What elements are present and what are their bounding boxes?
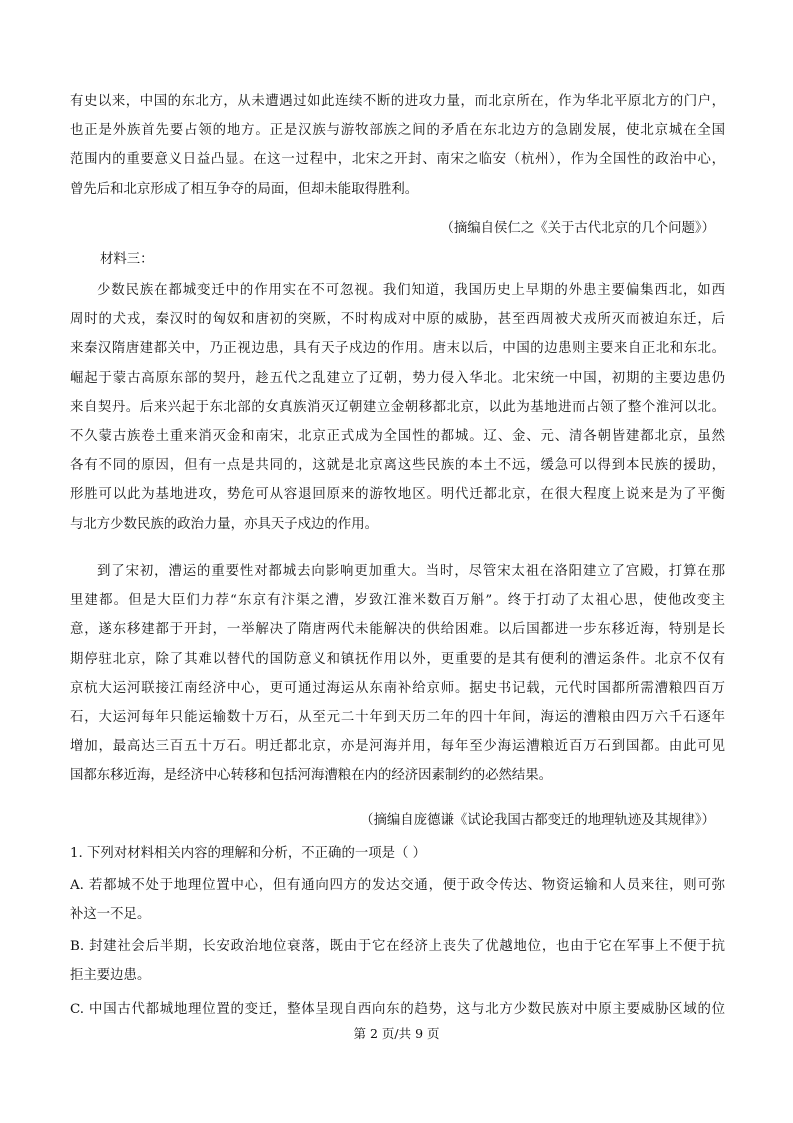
text-line: 期停驻北京，除了其难以替代的国防意义和镇抚作用以外，更重要的是其有便利的漕运条件。北京不仅有 [70,651,725,667]
text-line: 增加，最高达三百五十万石。明迁都北京，亦是河海并用，每年至少海运漕粮近百万石到国都。由此可见 [70,739,725,755]
option-c [70,995,725,1024]
page-number: 第 2 页/共 9 页 [353,1026,440,1041]
text-line: 各有不同的原因，但有一点是共同的，这就是北京离这些民族的本土不远，缓急可以得到本民族的援助， [70,458,725,474]
option-line: A. 若都城不处于地理位置中心，但有通向四方的发达交通，便于政令传达、物资运输和人员来往，则可弥 [70,878,725,893]
option-line: 补这一不足。 [70,907,151,923]
text-line: 崛起于蒙古高原东部的契丹，趁五代之乱建立了辽朝，势力侵入华北。北宋统一中国，初期的主要边患仍 [70,370,725,386]
paragraph-canal-transport [70,557,725,791]
text-line: 范围内的重要意义日益凸显。在这一过程中，北宋之开封、南宋之临安（杭州），作为全国性的政治中心， [70,152,725,168]
text-line: 形胜可以此为基地进攻，势危可从容退回原来的游牧地区。明代迁都北京，在很大程度上说来是为了平衡 [70,487,725,503]
option-a [70,871,725,929]
text-line: 京杭大运河联接江南经济中心，更可通过海运从东南补给京师。据史书记载，元代时国都所需漕粮四百万 [70,680,725,696]
question-stem: 1. 下列对材料相关内容的理解和分析，不正确的一项是（ ） [70,846,427,861]
text-line: 周时的犬戎，秦汉时的匈奴和唐初的突厥，不时构成对中原的威胁，甚至西周被犬戎所灭而被迫东迁，后 [70,312,725,328]
paragraph-minority-peoples [70,276,725,539]
text-line: 国都东移近海，是经济中心转移和包括河海漕粮在内的经济因素制约的必然结果。 [70,768,553,784]
option-line: 拒主要边患。 [70,968,151,984]
option-b [70,932,725,990]
text-line: 与北方少数民族的政治力量，亦具天子戍边的作用。 [70,516,378,532]
citation-text: （摘编自侯仁之《关于古代北京的几个问题》） [440,221,715,236]
text-line: 到了宋初，漕运的重要性对都城去向影响更加重大。当时，尽管宋太祖在洛阳建立了宫殿，打算在那 [97,564,725,579]
citation-hou-renzhi [70,214,725,243]
paragraph-material-2-end [70,87,725,204]
question-1 [70,839,725,868]
text-line: 石，大运河每年只能运输数十万石，从至元二十年到天历二年的四十年间，海运的漕粮由四万六千石逐年 [70,709,725,725]
option-line: C. 中国古代都城地理位置的变迁，整体呈现自西向东的趋势，这与北方少数民族对中原主要威胁区域的位 [70,1002,725,1017]
text-line: 不久蒙古族卷土重来消灭金和南宋，北京正式成为全国性的都城。辽、金、元、清各朝皆建都北京，虽然 [70,428,725,444]
text-line: 曾先后和北京形成了相互争夺的局面，但却未能取得胜利。 [70,181,419,197]
material-3-heading: 材料三： [100,252,154,267]
citation-text: （摘编自庞德谦《试论我国古都变迁的地理轨迹及其规律》） [360,813,715,828]
option-line: B. 封建社会后半期，长安政治地位衰落，既由于它在经济上丧失了优越地位，也由于它在军事上不便于抗 [70,939,725,954]
text-line: 来自契丹。后来兴起于东北部的女真族消灭辽朝建立金朝移都北京，以此为基地进而占领了整个淮河以北。 [70,399,725,415]
text-line: 少数民族在都城变迁中的作用实在不可忽视。我们知道，我国历史上早期的外患主要偏集西北，如西 [97,283,725,298]
text-line: 意，遂东移建都于开封，一举解决了隋唐两代未能解决的供给困难。以后国都进一步东移近海，特别是长 [70,622,725,638]
text-line: 有史以来，中国的东北方，从未遭遇过如此连续不断的进攻力量，而北京所在，作为华北平原北方的门户， [70,94,725,109]
citation-pang-deqian [70,806,725,835]
text-line: 里建都。但是大臣们力荐“东京有汴渠之漕，岁致江淮米数百万斛”。终于打动了太祖心思，使他改变主 [70,593,725,609]
text-line: 也正是外族首先要占领的地方。正是汉族与游牧部族之间的矛盾在东北边方的急剧发展，使北京城在全国 [70,123,725,139]
text-line: 来秦汉隋唐建都关中，乃正视边患，具有天子戍边的作用。唐末以后，中国的边患则主要来自正北和东北。 [70,341,725,357]
